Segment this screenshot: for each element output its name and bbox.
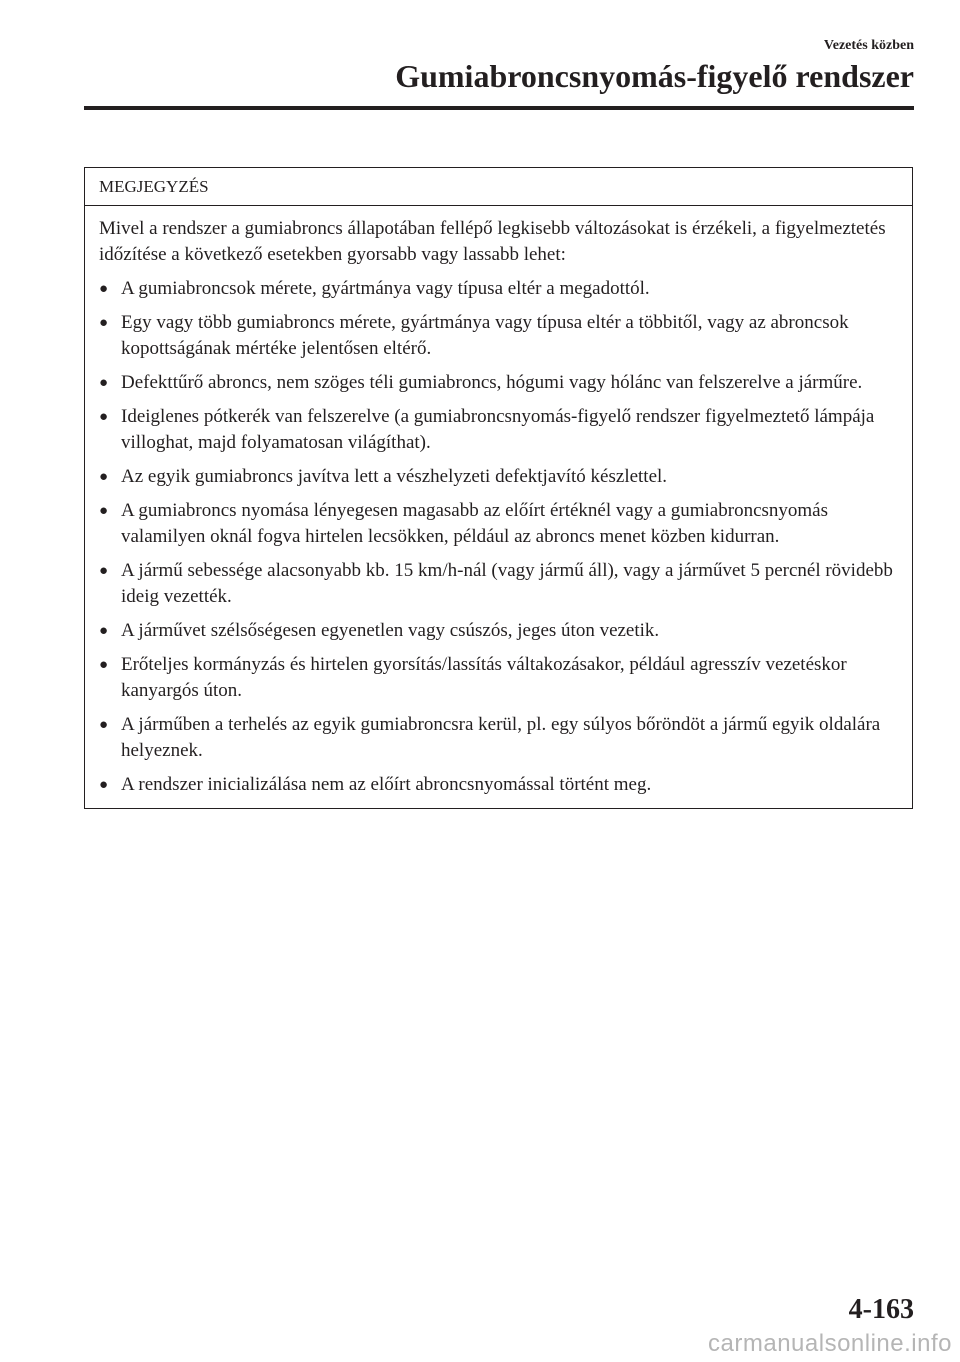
- bullet-icon: ●: [99, 315, 109, 331]
- page-title: Gumiabroncsnyomás-figyelő rendszer: [395, 58, 914, 94]
- list-item: [99, 618, 898, 644]
- bullet-icon: ●: [99, 375, 109, 391]
- list-item-text: Egy vagy több gumiabroncs mérete, gyártmánya vagy típusa eltér a többitől, vagy az abroncsok kopottságának mértéke jelentősen eltérő.: [121, 312, 849, 359]
- note-body: [85, 206, 912, 808]
- section-heading: Vezetés közben: [823, 38, 914, 53]
- bullet-icon: ●: [99, 563, 109, 579]
- watermark: carmanualsonline.info: [708, 1330, 952, 1357]
- list-item: [99, 498, 898, 550]
- list-item: [99, 652, 898, 704]
- list-item-text: A járműben a terhelés az egyik gumiabroncsra kerül, pl. egy súlyos bőröndöt a jármű egyik oldalára helyeznek.: [121, 714, 881, 761]
- bullet-icon: ●: [99, 717, 109, 733]
- list-item-text: A gumiabroncsok mérete, gyártmánya vagy típusa eltér a megadottól.: [121, 278, 650, 299]
- list-item-text: A gumiabroncs nyomása lényegesen magasabb az előírt értéknél vagy a gumiabroncsnyomás valamilyen oknál fogva hirtelen lecsökken, például az abroncs menet közben kidurran.: [121, 500, 828, 547]
- list-item: [99, 558, 898, 610]
- bullet-icon: ●: [99, 623, 109, 639]
- bullet-icon: ●: [99, 469, 109, 485]
- list-item-text: A rendszer inicializálása nem az előírt abroncsnyomással történt meg.: [121, 774, 652, 795]
- list-item-text: Erőteljes kormányzás és hirtelen gyorsítás/lassítás váltakozásakor, például agresszív vezetéskor kanyargós úton.: [121, 654, 847, 701]
- list-item: [99, 712, 898, 764]
- list-item: [99, 370, 898, 396]
- list-item-text: A járművet szélsőségesen egyenetlen vagy csúszós, jeges úton vezetik.: [121, 620, 660, 641]
- list-item-text: A jármű sebessége alacsonyabb kb. 15 km/h-nál (vagy jármű áll), vagy a járművet 5 percnél rövidebb ideig vezették.: [121, 560, 893, 607]
- bullet-icon: ●: [99, 409, 109, 425]
- bullet-icon: ●: [99, 777, 109, 793]
- bullet-icon: ●: [99, 503, 109, 519]
- note-intro: Mivel a rendszer a gumiabroncs állapotában fellépő legkisebb változásokat is érzékeli, a figyelmeztetés időzítése a következő esetekben gyorsabb vagy lassabb lehet:: [99, 218, 886, 265]
- list-item-text: Ideiglenes pótkerék van felszerelve (a gumiabroncsnyomás-figyelő rendszer figyelmeztető lámpája villoghat, majd folyamatosan világíthat).: [121, 406, 875, 453]
- list-item: [99, 404, 898, 456]
- bullet-icon: ●: [99, 281, 109, 297]
- bullet-list: [99, 276, 898, 798]
- header-divider: [84, 106, 914, 110]
- note-box: [84, 167, 913, 809]
- list-item: [99, 310, 898, 362]
- list-item-text: Defekttűrő abroncs, nem szöges téli gumiabroncs, hógumi vagy hólánc van felszerelve a járműre.: [121, 372, 863, 393]
- list-item: [99, 464, 898, 490]
- page-number: 4-163: [848, 1294, 914, 1325]
- list-item-text: Az egyik gumiabroncs javítva lett a vészhelyzeti defektjavító készlettel.: [121, 466, 668, 487]
- list-item: [99, 276, 898, 302]
- note-label: MEGJEGYZÉS: [85, 168, 912, 206]
- list-item: [99, 772, 898, 798]
- bullet-icon: ●: [99, 657, 109, 673]
